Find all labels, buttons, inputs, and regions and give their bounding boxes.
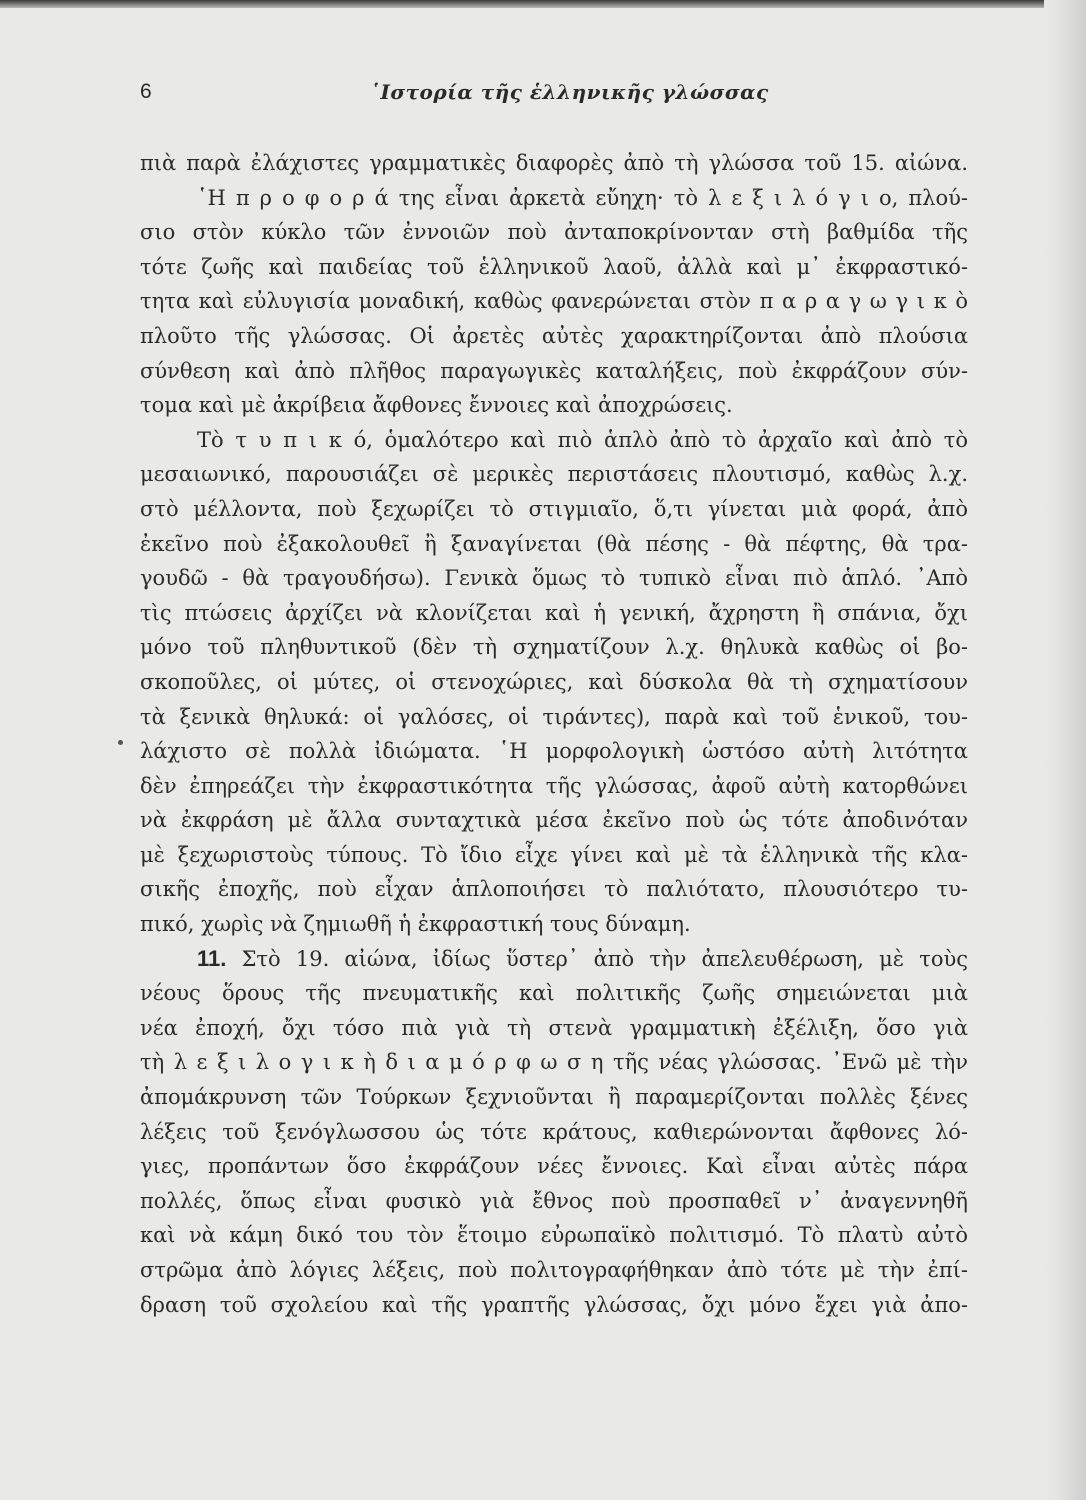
text-line: σκοποῦλες, οἱ μύτες, οἱ στενοχώριες, καὶ δύσκολα θὰ τὴ σχηματίσουν: [140, 669, 968, 694]
text-line: νέα ἐποχή, ὄχι τόσο πιὰ γιὰ τὴ στενὰ γραμματικὴ ἐξέλιξη, ὅσο γιὰ: [140, 1015, 968, 1040]
text-line: πολλές, ὅπως εἶναι φυσικὸ γιὰ ἔθνος ποὺ προσπαθεῖ ν᾿ ἀναγεννηθῆ: [140, 1188, 968, 1213]
running-head: [140, 80, 968, 110]
text-line: γουδῶ - θὰ τραγουδήσω). Γενικὰ ὅμως τὸ τυπικὸ εἶναι πιὸ ἁπλό. ᾿Απὸ: [140, 566, 968, 591]
text-line: τὴ λ ε ξ ι λ ο γ ι κ ὴ δ ι α μ ό ρ φ ω σ η τῆς νέας γλώσσας. ᾿Ενῶ μὲ τὴν: [140, 1050, 968, 1075]
text-line: ῾Η π ρ ο φ ο ρ ά της εἶναι ἀρκετὰ εὔηχη· τὸ λ ε ξ ι λ ό γ ι ο, πλού-: [197, 185, 968, 210]
text-line: τὶς πτώσεις ἀρχίζει νὰ κλονίζεται καὶ ἡ γενική, ἄχρηστη ἢ σπάνια, ὄχι: [140, 600, 968, 625]
text-line: τομα καὶ μὲ ἀκρίβεια ἄφθονες ἔννοιες καὶ ἀποχρώσεις.: [140, 393, 733, 418]
text-line: πιὰ παρὰ ἐλάχιστες γραμματικὲς διαφορὲς ἀπὸ τὴ γλώσσα τοῦ 15. αἰώνα.: [140, 151, 968, 175]
margin-mark: [118, 740, 123, 745]
text-line: Τὸ τ υ π ι κ ό, ὁμαλότερο καὶ πιὸ ἁπλὸ ἀπὸ τὸ ἀρχαῖο καὶ ἀπὸ τὸ: [197, 427, 968, 452]
text-line: πλοῦτο τῆς γλώσσας. Οἱ ἀρετὲς αὐτὲς χαρακτηρίζονται ἀπὸ πλούσια: [140, 323, 968, 348]
text-line: δραση τοῦ σχολείου καὶ τῆς γραπτῆς γλώσσας, ὄχι μόνο ἔχει γιὰ ἀπο-: [140, 1292, 968, 1317]
text-line: λάχιστο σὲ πολλὰ ἰδιώματα. ῾Η μορφολογικὴ ὡστόσο αὐτὴ λιτότητα: [140, 739, 968, 764]
text-line: καὶ νὰ κάμη δικό του τὸν ἕτοιμο εὐρωπαϊκὸ πολιτισμό. Τὸ πλατὺ αὐτὸ: [140, 1223, 968, 1248]
text-line: μόνο τοῦ πληθυντικοῦ (δὲν τὴ σχηματίζουν λ.χ. θηλυκὰ καθὼς οἱ βο-: [140, 635, 968, 660]
text-line: δὲν ἐπηρεάζει τὴν ἐκφραστικότητα τῆς γλώσσας, ἀφοῦ αὐτὴ κατορθώνει: [140, 773, 968, 798]
text-line: σύνθεση καὶ ἀπὸ πλῆθος παραγωγικὲς καταλήξεις, ποὺ ἐκφράζουν σύν-: [140, 358, 968, 383]
text-line: μὲ ξεχωριστοὺς τύπους. Τὸ ἴδιο εἶχε γίνει καὶ μὲ τὰ ἑλληνικὰ τῆς κλα-: [140, 842, 968, 867]
body-text: [140, 146, 968, 1322]
text-line: [140, 942, 968, 977]
text-line: νέους ὅρους τῆς πνευματικῆς καὶ πολιτικῆς ζωῆς σημειώνεται μιὰ: [140, 981, 968, 1006]
running-title: ῾Ιστορία τῆς ἑλληνικῆς γλώσσας: [370, 80, 769, 104]
section-number: 11.: [197, 945, 227, 971]
text-line: γιες, προπάντων ὅσο ἐκφράζουν νέες ἔννοιες. Καὶ εἶναι αὐτὲς πάρα: [140, 1154, 968, 1179]
text-line: τότε ζωῆς καὶ παιδείας τοῦ ἑλληνικοῦ λαοῦ, ἀλλὰ καὶ μ᾿ ἐκφραστικό-: [140, 254, 968, 279]
text-line: σικῆς ἐποχῆς, ποὺ εἶχαν ἁπλοποιήσει τὸ παλιότατο, πλουσιότερο τυ-: [140, 877, 968, 902]
text-line: σιο στὸν κύκλο τῶν ἐννοιῶν ποὺ ἀνταποκρίνονταν στὴ βαθμίδα τῆς: [140, 220, 968, 245]
text-line: μεσαιωνικό, παρουσιάζει σὲ μερικὲς περιστάσεις πλουτισμό, καθὼς λ.χ.: [140, 462, 968, 487]
text-line: ἀπομάκρυνση τῶν Τούρκων ξεχνιοῦνται ἢ παραμερίζονται πολλὲς ξένες: [140, 1085, 968, 1110]
text-line: στρῶμα ἀπὸ λόγιες λέξεις, ποὺ πολιτογραφήθηκαν ἀπὸ τότε μὲ τὴν ἐπί-: [140, 1258, 968, 1282]
section-lead-text: Στὸ 19. αἰώνα, ἰδίως ὕστερ᾿ ἀπὸ τὴν ἀπελευθέρωση, μὲ τοὺς: [241, 946, 968, 971]
text-line: τητα καὶ εὐλυγισία μοναδική, καθὼς φανερώνεται στὸν π α ρ α γ ω γ ι κ ὸ: [140, 289, 968, 314]
text-line: λέξεις τοῦ ξενόγλωσσου ὡς τότε κράτους, καθιερώνονται ἄφθονες λό-: [140, 1119, 968, 1144]
text-line: νὰ ἐκφράση μὲ ἄλλα συνταχτικὰ μέσα ἐκεῖνο ποὺ ὡς τότε ἀποδινόταν: [140, 808, 968, 833]
text-line: στὸ μέλλοντα, ποὺ ξεχωρίζει τὸ στιγμιαῖο, ὅ,τι γίνεται μιὰ φορά, ἀπὸ: [140, 496, 968, 521]
text-line: πικό, χωρὶς νὰ ζημιωθῆ ἡ ἐκφραστική τους δύναμη.: [140, 912, 691, 937]
text-line: τὰ ξενικὰ θηλυκά: οἱ γαλόσες, οἱ τιράντες), παρὰ καὶ τοῦ ἑνικοῦ, του-: [140, 704, 968, 729]
text-line: ἐκεῖνο ποὺ ἐξακολουθεῖ ἢ ξαναγίνεται (θὰ πέσης - θὰ πέφτης, θὰ τρα-: [140, 531, 968, 556]
page-number: 6: [140, 80, 152, 103]
